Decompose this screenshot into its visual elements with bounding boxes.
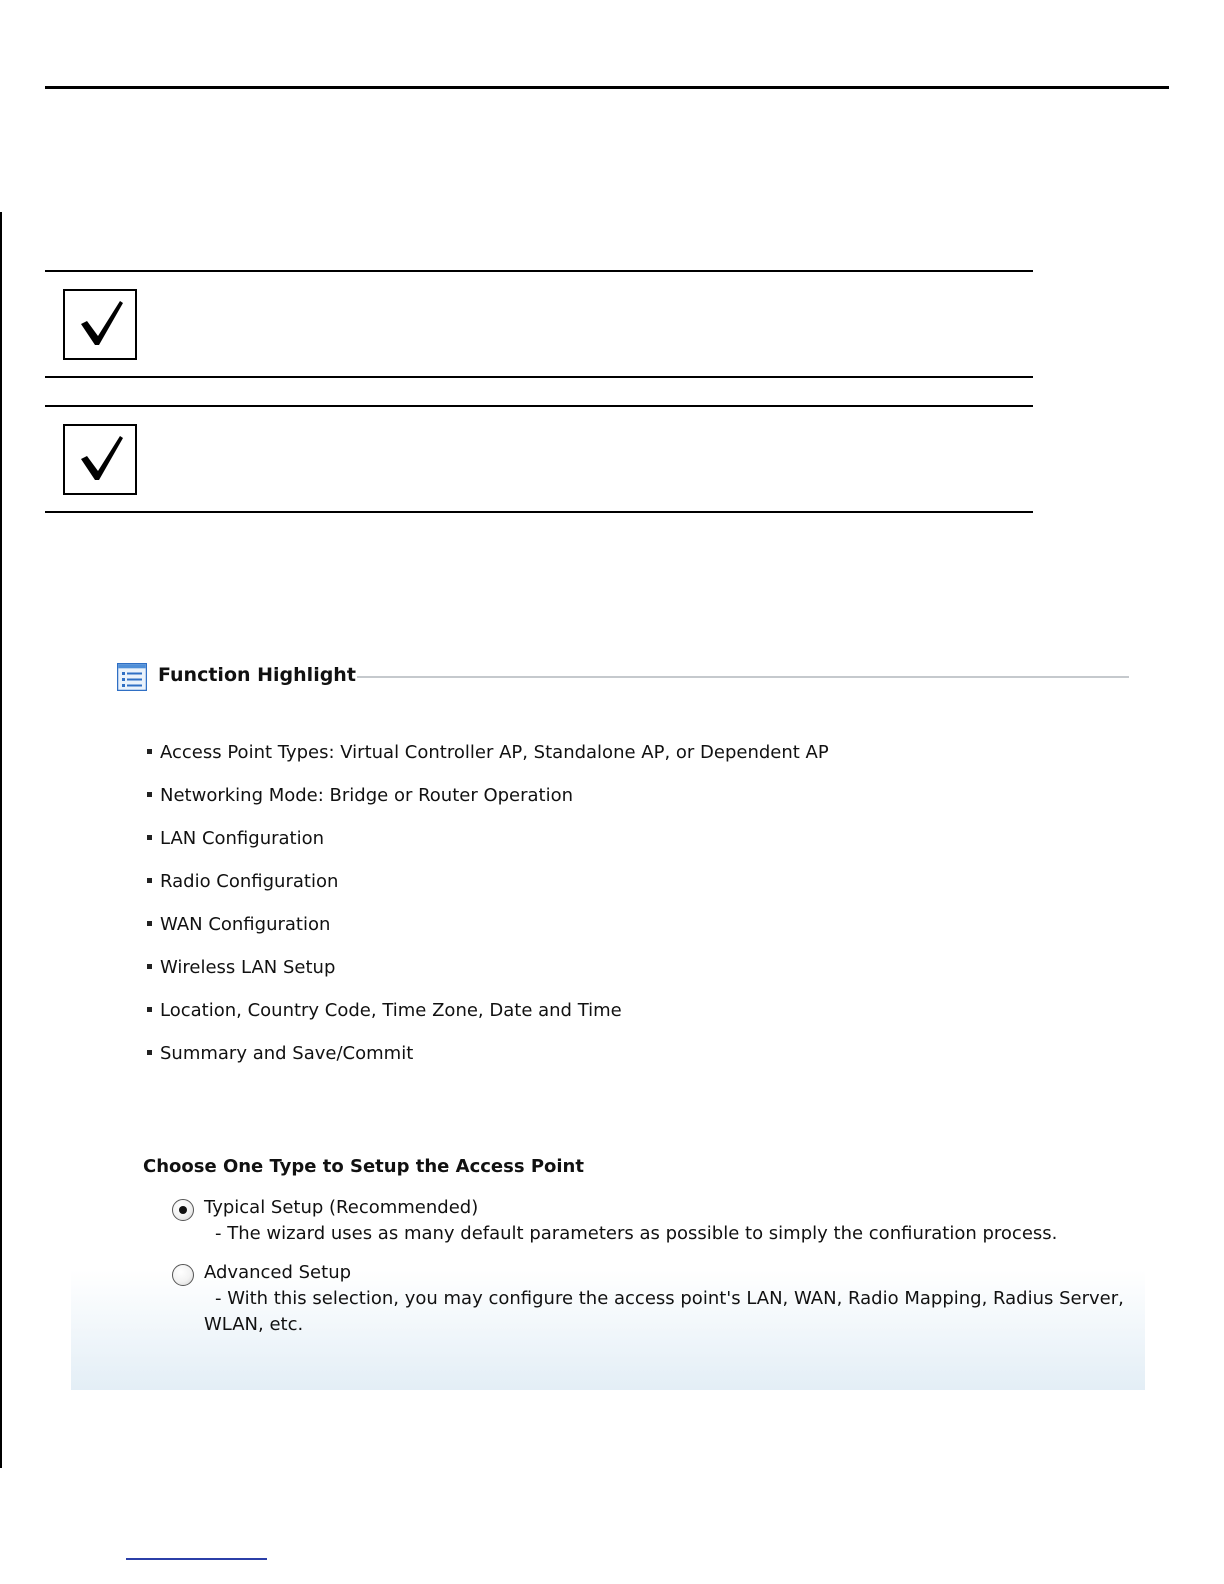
page-top-rule xyxy=(45,86,1169,89)
feature-item xyxy=(147,955,829,998)
bullet-icon xyxy=(147,749,152,754)
note-box xyxy=(45,405,1033,513)
feature-item xyxy=(147,1041,829,1084)
bullet-icon xyxy=(147,792,152,797)
list-icon xyxy=(117,663,147,691)
setup-type-title: Choose One Type to Setup the Access Point xyxy=(143,1156,584,1177)
typical-setup-radio[interactable] xyxy=(172,1199,194,1221)
feature-text: Location, Country Code, Time Zone, Date and Time xyxy=(160,1000,622,1021)
typical-setup-label[interactable]: Typical Setup (Recommended) xyxy=(204,1197,479,1218)
function-highlight-header xyxy=(117,661,1129,693)
bullet-icon xyxy=(147,1050,152,1055)
change-bar xyxy=(0,212,2,1468)
advanced-setup-radio[interactable] xyxy=(172,1264,194,1286)
feature-item xyxy=(147,912,829,955)
feature-text: Wireless LAN Setup xyxy=(160,957,336,978)
header-divider xyxy=(357,676,1129,678)
feature-item xyxy=(147,826,829,869)
checkmark-icon xyxy=(63,289,137,360)
feature-text: WAN Configuration xyxy=(160,914,331,935)
bullet-icon xyxy=(147,964,152,969)
bullet-icon xyxy=(147,878,152,883)
feature-text: Access Point Types: Virtual Controller AP, Standalone AP, or Dependent AP xyxy=(160,742,829,763)
setup-wizard-panel xyxy=(71,640,1145,1390)
feature-text: Summary and Save/Commit xyxy=(160,1043,414,1064)
checkmark-icon xyxy=(63,424,137,495)
bullet-icon xyxy=(147,1007,152,1012)
feature-text: Networking Mode: Bridge or Router Operation xyxy=(160,785,574,806)
feature-list xyxy=(147,740,829,1084)
feature-item xyxy=(147,998,829,1041)
bullet-icon xyxy=(147,921,152,926)
feature-text: Radio Configuration xyxy=(160,871,339,892)
bullet-icon xyxy=(147,835,152,840)
function-highlight-title: Function Highlight xyxy=(158,664,356,686)
feature-text: LAN Configuration xyxy=(160,828,325,849)
radio-selected-dot xyxy=(179,1206,187,1214)
footer-link-underline xyxy=(126,1558,267,1560)
feature-item xyxy=(147,783,829,826)
note-box xyxy=(45,270,1033,378)
typical-setup-description: - The wizard uses as many default parameters as possible to simply the confiuration process. xyxy=(215,1223,1058,1244)
feature-item xyxy=(147,740,829,783)
advanced-setup-label[interactable]: Advanced Setup xyxy=(204,1262,352,1283)
feature-item xyxy=(147,869,829,912)
advanced-setup-description: - With this selection, you may configure the access point's LAN, WAN, Radio Mapping, Radius Server, WLAN, etc. xyxy=(204,1288,1124,1335)
